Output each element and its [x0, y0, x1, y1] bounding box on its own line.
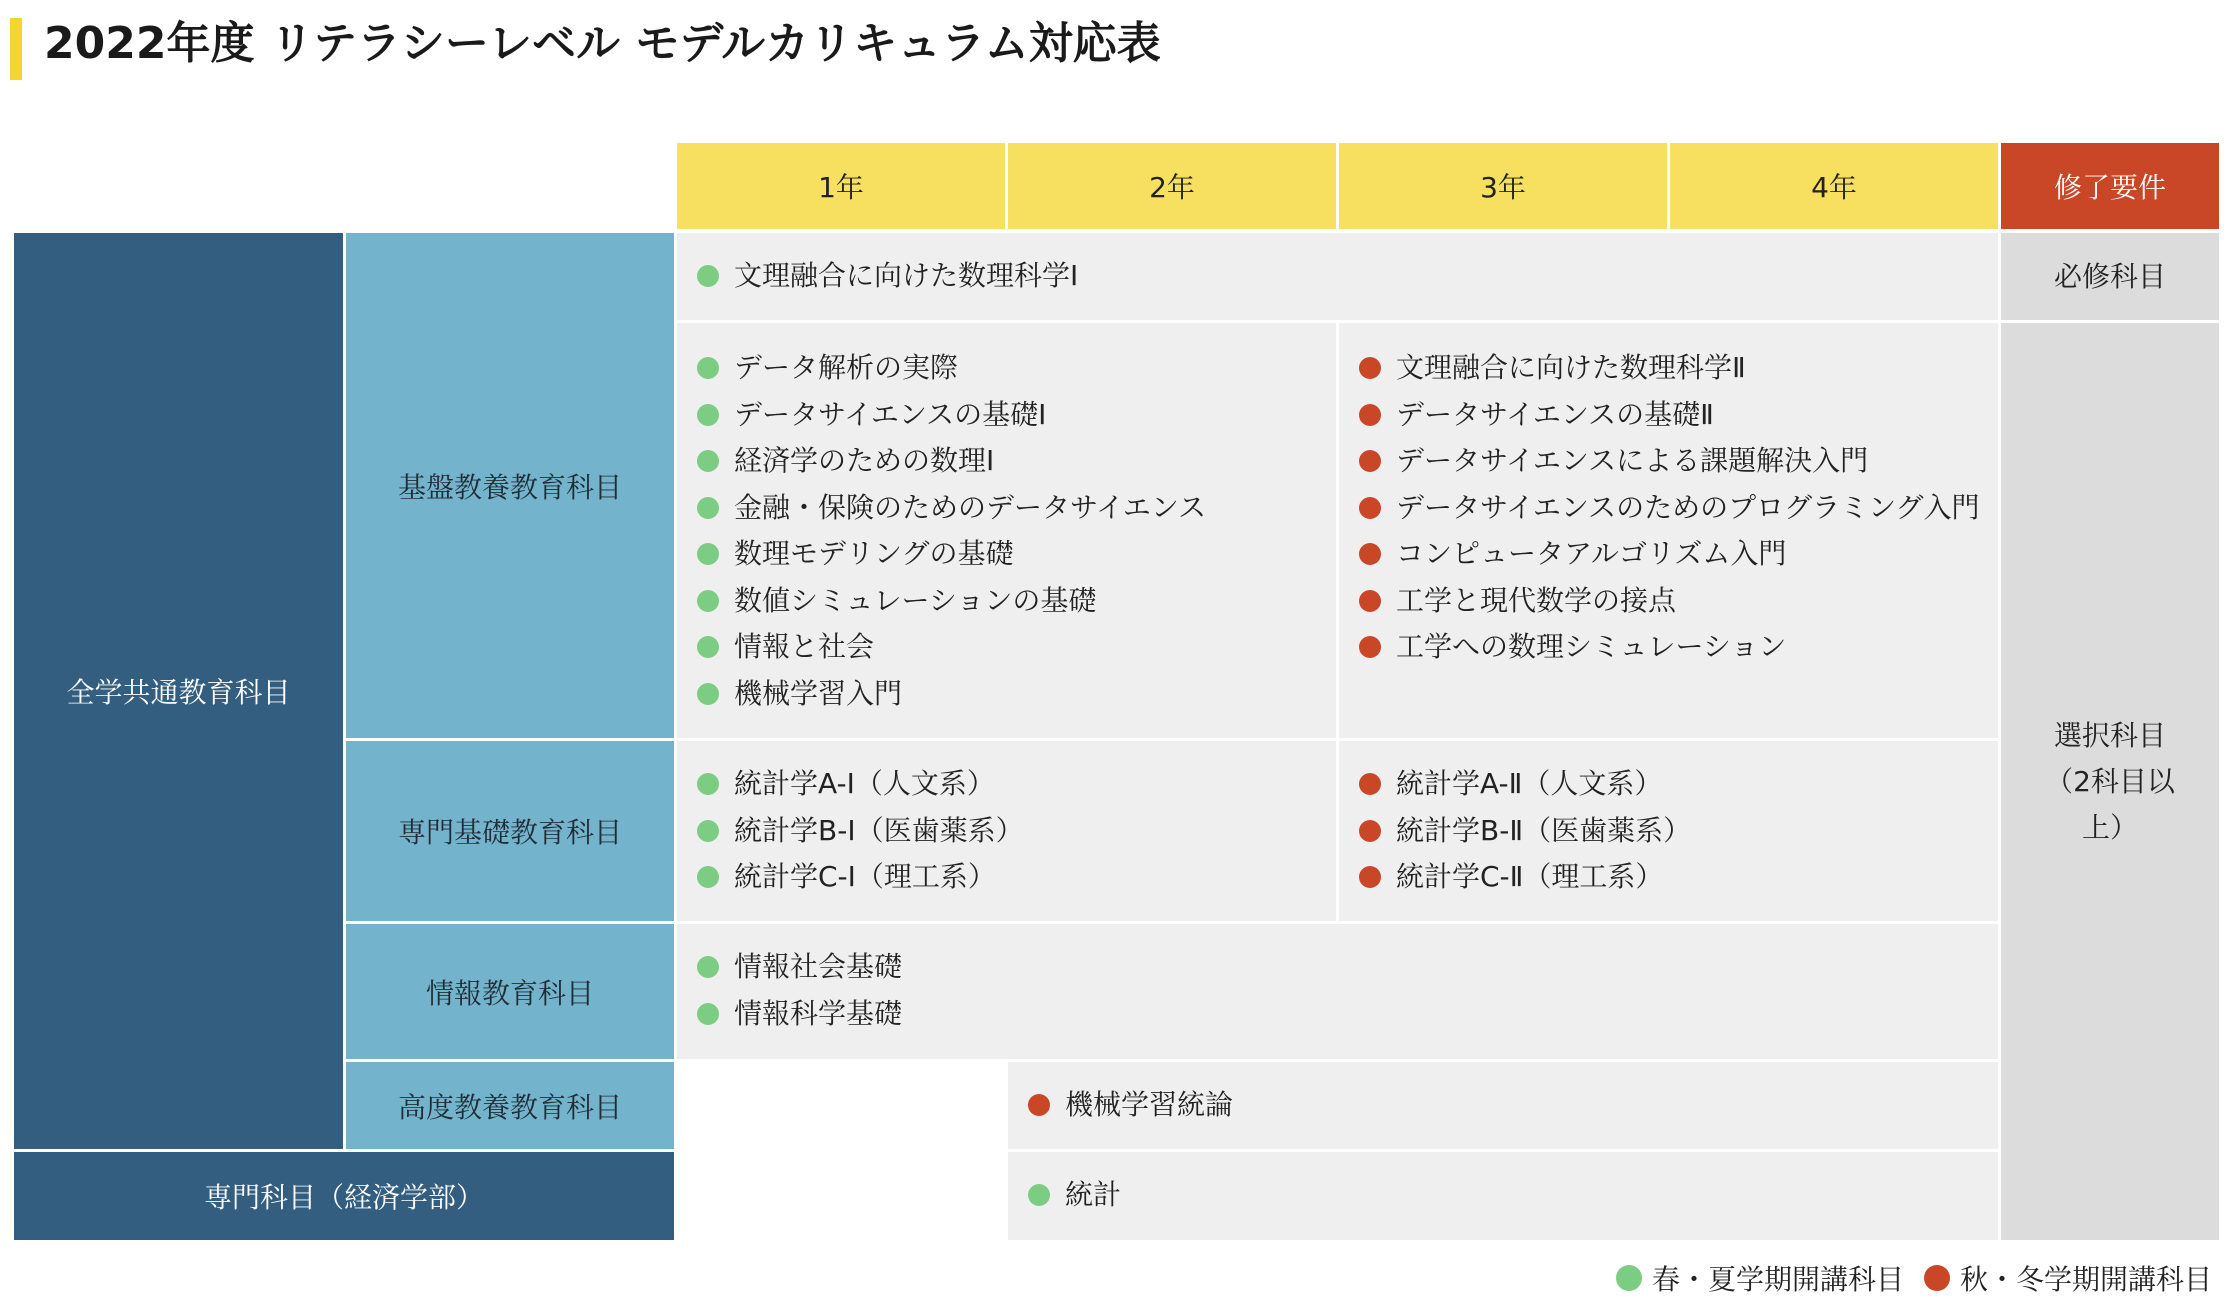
list-item: データ解析の実際 [697, 345, 1320, 392]
spring-term-dot-icon [1028, 1184, 1050, 1206]
spring-term-dot-icon [697, 956, 719, 978]
list-item: 情報と社会 [697, 624, 1320, 671]
header-year-2: 2年 [1008, 143, 1336, 229]
autumn-term-dot-icon [1359, 590, 1381, 612]
list-item: 統計学C-Ⅱ（理工系） [1359, 854, 1982, 901]
title-accent-bar [10, 18, 22, 80]
advanced-cell [1008, 1062, 1998, 1149]
spring-term-dot-icon [697, 543, 719, 565]
list-item: 統計学B-Ⅰ（医歯薬系） [697, 808, 1320, 855]
category-specialized-basic: 専門基礎教育科目 [346, 741, 674, 921]
requirement-elective-line-3: 上） [2081, 810, 2138, 844]
list-item: 統計学A-Ⅰ（人文系） [697, 761, 1320, 808]
spring-term-dot-icon [697, 590, 719, 612]
list-item: データサイエンスの基礎Ⅰ [697, 392, 1320, 439]
list-item: データサイエンスによる課題解決入門 [1359, 438, 1982, 485]
legend-autumn-label: 秋・冬学期開講科目 [1959, 1263, 2212, 1296]
list-item: 情報社会基礎 [697, 944, 1982, 991]
header-requirement: 修了要件 [2001, 143, 2219, 229]
autumn-term-dot-icon [1359, 773, 1381, 795]
autumn-term-dot-icon [1359, 636, 1381, 658]
list-item: 機械学習入門 [697, 671, 1320, 718]
spring-term-dot-icon [697, 1003, 719, 1025]
legend-spring-label: 春・夏学期開講科目 [1651, 1263, 1904, 1296]
spring-term-dot-icon [697, 357, 719, 379]
autumn-term-dot-icon [1028, 1094, 1050, 1116]
list-item: 文理融合に向けた数理科学Ⅱ [1359, 345, 1982, 392]
list-item: 統計 [1028, 1172, 1982, 1219]
requirement-elective-line-1: 選択科目 [2053, 718, 2166, 752]
major-cell [1008, 1152, 1998, 1240]
foundation-first-half-cell [677, 323, 1336, 738]
category-all-university: 全学共通教育科目 [14, 233, 343, 1149]
spring-term-dot-icon [697, 636, 719, 658]
list-item: 文理融合に向けた数理科学Ⅰ [697, 253, 1982, 300]
category-information: 情報教育科目 [346, 924, 674, 1059]
header-year-4: 4年 [1670, 143, 1998, 229]
spring-term-dot-icon [697, 773, 719, 795]
spring-term-dot-icon [697, 450, 719, 472]
spring-term-legend-icon [1616, 1265, 1642, 1291]
list-item: 統計学A-Ⅱ（人文系） [1359, 761, 1982, 808]
list-item: 工学への数理シミュレーション [1359, 624, 1982, 671]
header-year-1: 1年 [677, 143, 1005, 229]
specialized-second-half-cell [1339, 741, 1998, 921]
specialized-first-half-cell [677, 741, 1336, 921]
category-major: 専門科目（経済学部） [14, 1152, 674, 1240]
legend [1616, 1258, 2212, 1298]
spring-term-dot-icon [697, 820, 719, 842]
spring-term-dot-icon [697, 497, 719, 519]
list-item: 機械学習統論 [1028, 1082, 1982, 1129]
list-item: 情報科学基礎 [697, 991, 1982, 1038]
autumn-term-dot-icon [1359, 820, 1381, 842]
list-item: 数値シミュレーションの基礎 [697, 578, 1320, 625]
spring-term-dot-icon [697, 265, 719, 287]
autumn-term-dot-icon [1359, 450, 1381, 472]
spring-term-dot-icon [697, 404, 719, 426]
autumn-term-dot-icon [1359, 497, 1381, 519]
requirement-required: 必修科目 [2001, 233, 2219, 320]
foundation-second-half-cell [1339, 323, 1998, 738]
information-cell [677, 924, 1998, 1059]
autumn-term-dot-icon [1359, 543, 1381, 565]
list-item: データサイエンスのためのプログラミング入門 [1359, 485, 1982, 532]
list-item: 工学と現代数学の接点 [1359, 578, 1982, 625]
autumn-term-dot-icon [1359, 866, 1381, 888]
list-item: 統計学B-Ⅱ（医歯薬系） [1359, 808, 1982, 855]
list-item: 金融・保険のためのデータサイエンス [697, 485, 1320, 532]
required-course-cell [677, 233, 1998, 320]
list-item: データサイエンスの基礎Ⅱ [1359, 392, 1982, 439]
list-item: 統計学C-Ⅰ（理工系） [697, 854, 1320, 901]
autumn-term-legend-icon [1924, 1265, 1950, 1291]
requirement-elective [2001, 323, 2219, 1240]
spring-term-dot-icon [697, 866, 719, 888]
page-title: 2022年度 リテラシーレベル モデルカリキュラム対応表 [44, 18, 1161, 69]
spring-term-dot-icon [697, 683, 719, 705]
list-item: コンピュータアルゴリズム入門 [1359, 531, 1982, 578]
requirement-elective-line-2: （2科目以 [2045, 764, 2175, 798]
autumn-term-dot-icon [1359, 357, 1381, 379]
header-year-3: 3年 [1339, 143, 1667, 229]
category-advanced: 高度教養教育科目 [346, 1062, 674, 1149]
list-item: 数理モデリングの基礎 [697, 531, 1320, 578]
category-foundation: 基盤教養教育科目 [346, 233, 674, 738]
list-item: 経済学のための数理Ⅰ [697, 438, 1320, 485]
autumn-term-dot-icon [1359, 404, 1381, 426]
